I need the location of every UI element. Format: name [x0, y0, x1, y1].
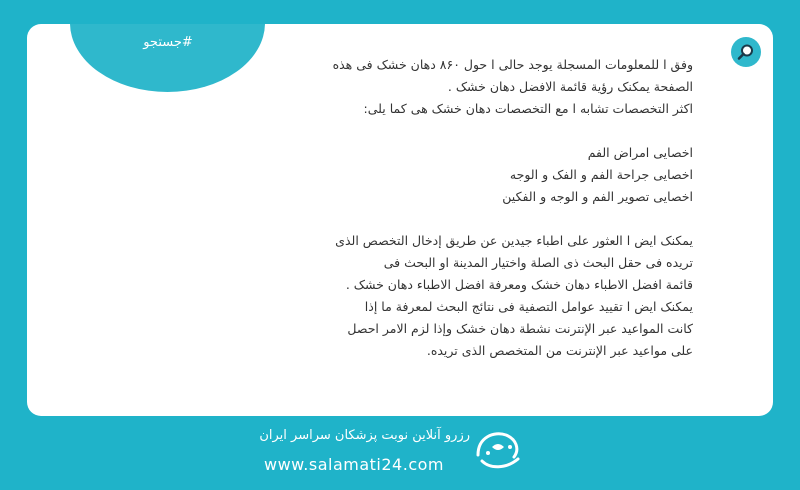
paragraph-line: يمكنک ايض ا العثور على اطباء جيدين عن طريق إدخال التخصص الذی [335, 233, 693, 248]
paragraph-line: كانت المواعيد عبر الإنترنت نشطة دهان خشک وإذا لزم الامر احصل [347, 321, 693, 336]
article-body [253, 54, 693, 362]
paragraph-line: على مواعيد عبر الإنترنت من المتخصص الذی تريده. [426, 343, 693, 358]
intro-line: وفق ا للمعلومات المسجلة يوجد حالی ا حول ۸۶۰ دهان خشک فی هذه [332, 57, 693, 72]
paragraph-line: يمكنک ايض ا تقييد عوامل التصفية فی نتائج البحث لمعرفة ما إذا [364, 299, 693, 314]
specialty-item[interactable]: اخصایی تصویر الفم و الوجه و الفكين [502, 189, 693, 204]
search-button[interactable] [731, 37, 761, 67]
paragraph-line: قائمة افضل الاطباء دهان خشک ومعرفة افضل الاطباء دهان خشک . [345, 277, 693, 292]
search-icon [737, 43, 755, 61]
intro-line: الصفحة يمكنک رؤية قائمة الافضل دهان خشک . [447, 79, 693, 94]
search-tab-label[interactable]: #جستجو [143, 35, 193, 50]
intro-line: اكثر التخصصات تشابه ا مع التخصصات دهان خشک هی كما یلی: [363, 101, 693, 116]
content-card [27, 24, 773, 416]
footer-url-link[interactable]: www.salamati24.com [264, 455, 444, 474]
paragraph-line: تريده فی حقل البحث ذی الصلة واختيار المدينة او البحث فی [383, 255, 693, 270]
specialty-item[interactable]: اخصایی امراض الفم [587, 145, 693, 160]
footer-tagline: رزرو آنلاین نوبت پزشکان سراسر ایران [259, 428, 470, 443]
specialty-item[interactable]: اخصایی جراحة الفم و الفک و الوجه [509, 167, 693, 182]
